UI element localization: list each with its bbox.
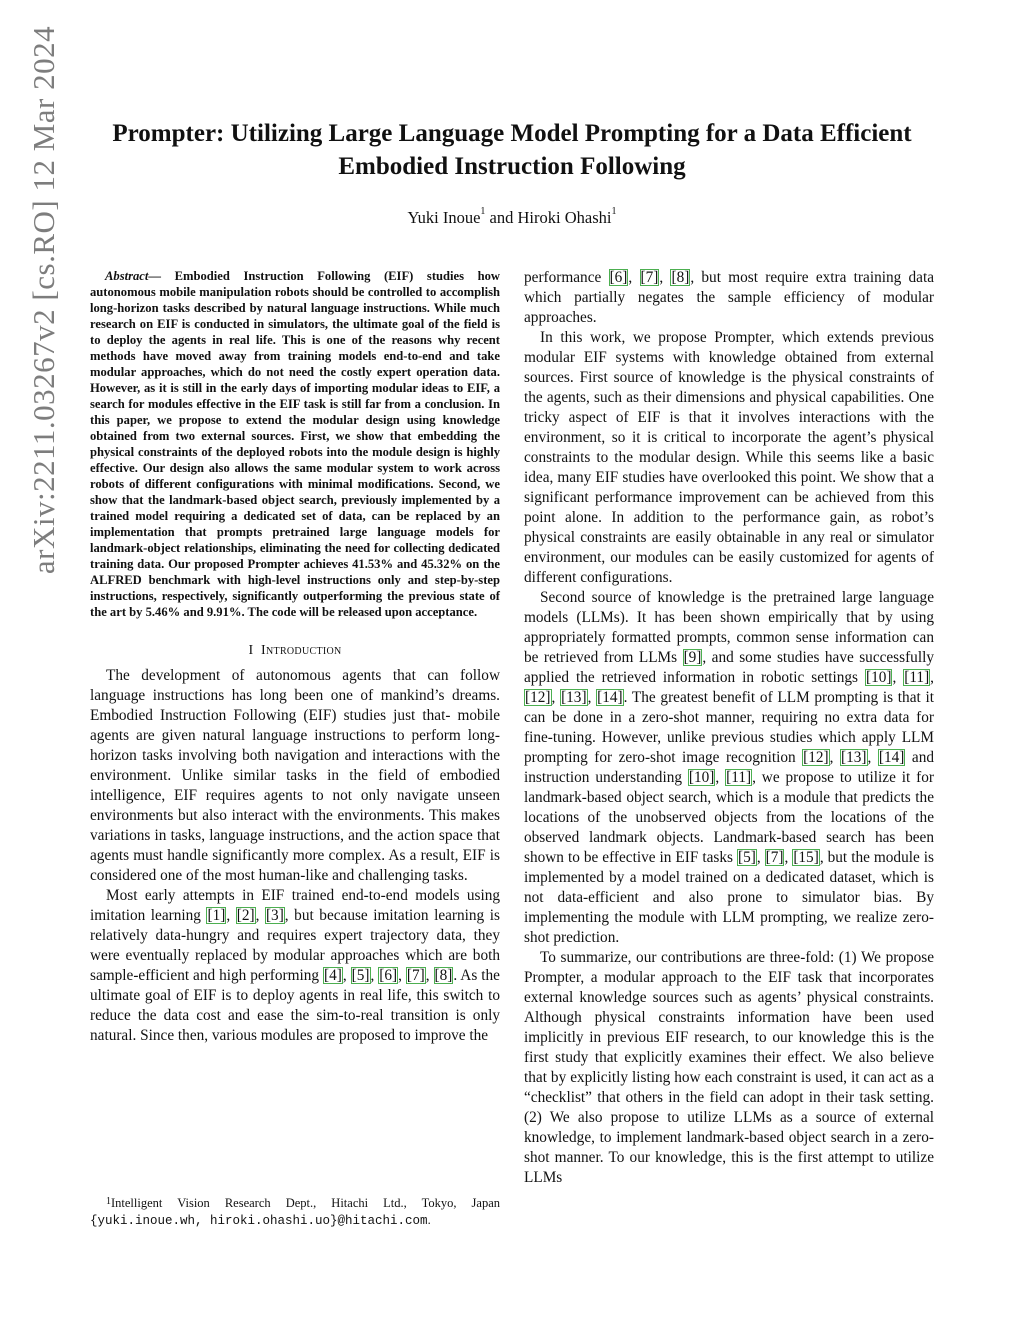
author-list (110, 208, 914, 228)
citation-separator: , (756, 849, 765, 866)
citation-separator: , (255, 907, 265, 924)
abstract-text: Embodied Instruction Following (EIF) studies how autonomous mobile manipulation robots should be controlled to accomplish long-horizon tasks described by natural language instructions. While much research on EIF is conducted in simulators, the ultimate goal of the field is to deploy the agents in real life. This is one of the reasons why recent methods have moved away from training models end-to-end and take modular approaches, which do not need the costly expert operation data. However, as it is still in the early days of importing modular ideas to EIF, a search for modules effective in the EIF task is still far from a conclusion. In this paper, we propose to extend the modular design using knowledge obtained from two external sources. First, we show that embedding the physical constraints of the deployed robots into the module design is highly effective. Our design also allows the same modular system to work across robots of different configurations with minimal modifications. Second, we show that the landmark-based object search, previously implemented by a trained model requiring a dedicated set of data, can be replaced by an implementation that prompts pretrained large language models for landmark-object relationships, eliminating the need for collecting dedicated training data. Our proposed Prompter achieves 41.53% and 45.32% on the ALFRED benchmark with high-level instructions only and step-by-step instructions, respectively, significantly outperforming the previous state of the art by 5.46% and 9.91%. The code will be released upon acceptance. (90, 269, 500, 619)
paper-title: Prompter: Utilizing Large Language Model Prompting for a Data Efficient Embodied Instruction Following (112, 120, 912, 180)
citation-link[interactable]: [5] (737, 849, 756, 866)
footnote-period: . (427, 1213, 431, 1227)
author-conjunction: and (485, 208, 518, 227)
citation-separator: , (930, 669, 934, 686)
section-title: Introduction (261, 643, 342, 658)
body-paragraph: In this work, we propose Prompter, which extends previous modular EIF systems with knowledge obtained from external sources. First source of knowledge is the physical constraints of the agents, such as their dimensions and physical capabilities. One tricky aspect of EIF is that it involves interactions with the environment, so it is critical to incorporate the agent’s physical constraints to the modular design. While this seems like a basic idea, many EIF studies have overlooked this point. We show that a significant performance improvement can be achieved from this point alone. In addition to the performance gain, as robot’s physical constraints are easily obtainable in any real or simulator environment, our modules can be easily customized for agents of different configurations. (524, 329, 934, 586)
paragraph-text: performance (524, 269, 609, 286)
citation-link[interactable]: [4] (324, 967, 342, 984)
citation-link[interactable]: [10] (865, 669, 892, 686)
body-paragraph (524, 268, 934, 328)
citation-link[interactable]: [12] (525, 689, 551, 706)
abstract (90, 268, 500, 620)
citation-separator: , (867, 749, 878, 766)
citation-link[interactable]: [13] (561, 689, 587, 706)
footnote-marker: 1 (106, 1196, 111, 1207)
citation-link[interactable]: [8] (671, 269, 690, 286)
citation-separator: , (587, 689, 597, 706)
citation-separator: , (226, 907, 236, 924)
paragraph-text: , but most require extra training data which partially negates the sample efficiency of modular approaches. (524, 269, 935, 326)
citation-separator: , (342, 967, 351, 984)
abstract-dash: — (148, 269, 175, 283)
left-column (90, 268, 500, 1046)
citation-separator: , (659, 269, 671, 286)
paragraph-text: and instruction understanding (524, 749, 934, 786)
paragraph-text: Second source of knowledge is the pretrained large language models (LLMs). It has been shown empirically that by using appropriately formatted prompts, common sense information can be retrieved from LLMs (524, 589, 934, 666)
citation-link[interactable]: [2] (236, 907, 255, 924)
citation-link[interactable]: [10] (688, 769, 715, 786)
paragraph-text: , we propose to utilize it for landmark-based object search, which is a module that predicts the locations of the unobserved objects from the locations of the observed landmark objects. Landmark-based search has been shown to be effective in EIF tasks (524, 769, 935, 866)
body-paragraph: To summarize, our contributions are three-fold: (1) We propose Prompter, a modular approach to the EIF task that incorporates external knowledge sources such as agents’ physical constraints. Although physical constraints information have been used implicitly in previous EIF research, to our knowledge this is the first study that explicitly examines their effect. We also believe that by explicitly listing how each constraint is used, it can act as a “checklist” that others in the field can adopt in their task setting. (2) We also propose to utilize LLMs as a source of external knowledge, to implement landmark-based object search in a zero-shot manner. To our knowledge, this is the first attempt to utilize LLMs (524, 949, 934, 1186)
citation-separator: , (398, 967, 406, 984)
body-paragraph (90, 886, 500, 1046)
citation-link[interactable]: [5] (351, 967, 370, 984)
citation-link[interactable]: [9] (683, 649, 702, 666)
paragraph-text: , but because imitation learning is relatively data-hungry and requires expert trajectory data, they were eventually replaced by modular approaches which are both sample-efficient and high performing (90, 907, 500, 984)
citation-link[interactable]: [6] (609, 269, 628, 286)
citation-link[interactable]: [14] (597, 689, 623, 706)
citation-separator: , (715, 769, 726, 786)
paragraph-text: . As the ultimate goal of EIF is to deploy agents in real life, this switch to reduce the data cost and ease the sim-to-real transition is only natural. Since then, various modules are proposed to improve the (90, 967, 500, 1044)
citation-link[interactable]: [12] (803, 749, 829, 766)
paragraph-text: , and some studies have successfully applied the retrieved information in robotic settings (524, 649, 934, 686)
body-paragraph: The development of autonomous agents that can follow language instructions has long been one of mankind’s dreams. Embodied Instruction Following (EIF) studies just that- mobile agents are given natural language instructions to perform long-horizon tasks involving both navigation and interactions with the environment. Unlike similar tasks in the field of embodied intelligence, EIF requires agents to not only navigate unseen environments but also interact with the environments. This makes variations in tasks, language instructions, and the action space that agents must handle significantly more complex. As a result, EIF is considered one of the most human-like and challenging tasks. (90, 667, 500, 884)
citation-separator: , (829, 749, 841, 766)
body-paragraph (524, 588, 934, 948)
author-name: Yuki Inoue (407, 208, 481, 227)
citation-separator: , (892, 669, 904, 686)
section-heading (90, 641, 500, 661)
paragraph-text: , but the module is implemented by a model trained on a dedicated dataset, which is not data-efficient and also prone to simulator bias. By implementing the module with LLM prompting, we realize zero-shot prediction. (524, 849, 934, 946)
citation-link[interactable]: [14] (878, 749, 905, 766)
affiliation-marker: 1 (611, 206, 617, 217)
citation-link[interactable]: [13] (841, 749, 867, 766)
citation-link[interactable]: [11] (904, 669, 930, 686)
citation-link[interactable]: [8] (434, 967, 453, 984)
citation-separator: , (370, 967, 379, 984)
abstract-label: Abstract (105, 269, 149, 283)
footnote (90, 1195, 500, 1230)
footnote-emails[interactable]: {yuki.inoue.wh, hiroki.ohashi.uo}@hitachi.com (90, 1214, 428, 1228)
citation-separator: , (551, 689, 561, 706)
author-name: Hiroki Ohashi (517, 208, 612, 227)
affiliation-marker: 1 (480, 206, 486, 217)
arxiv-sidebar-stamp: arXiv:2211.03267v2 [cs.RO] 12 Mar 2024 (26, 25, 61, 575)
citation-separator: , (784, 849, 793, 866)
footnote-affiliation: Intelligent Vision Research Dept., Hitachi Ltd., Tokyo, Japan (111, 1196, 500, 1210)
paragraph-text: . The greatest benefit of LLM prompting is that it can be done in a zero-shot manner, requiring no extra data for fine-tuning. However, unlike previous studies which apply LLM prompting for zero-shot image recognition (524, 689, 934, 766)
paragraph-text: Most early attempts in EIF trained end-to-end models using imitation learning (90, 887, 500, 924)
right-column (524, 268, 934, 1188)
citation-link[interactable]: [11] (726, 769, 752, 786)
citation-link[interactable]: [15] (793, 849, 819, 866)
citation-link[interactable]: [3] (265, 907, 284, 924)
citation-link[interactable]: [7] (406, 967, 425, 984)
citation-separator: , (628, 269, 640, 286)
citation-link[interactable]: [1] (207, 907, 226, 924)
citation-link[interactable]: [7] (765, 849, 784, 866)
citation-link[interactable]: [6] (379, 967, 398, 984)
citation-separator: , (425, 967, 434, 984)
section-number: I (248, 643, 254, 658)
citation-link[interactable]: [7] (640, 269, 659, 286)
